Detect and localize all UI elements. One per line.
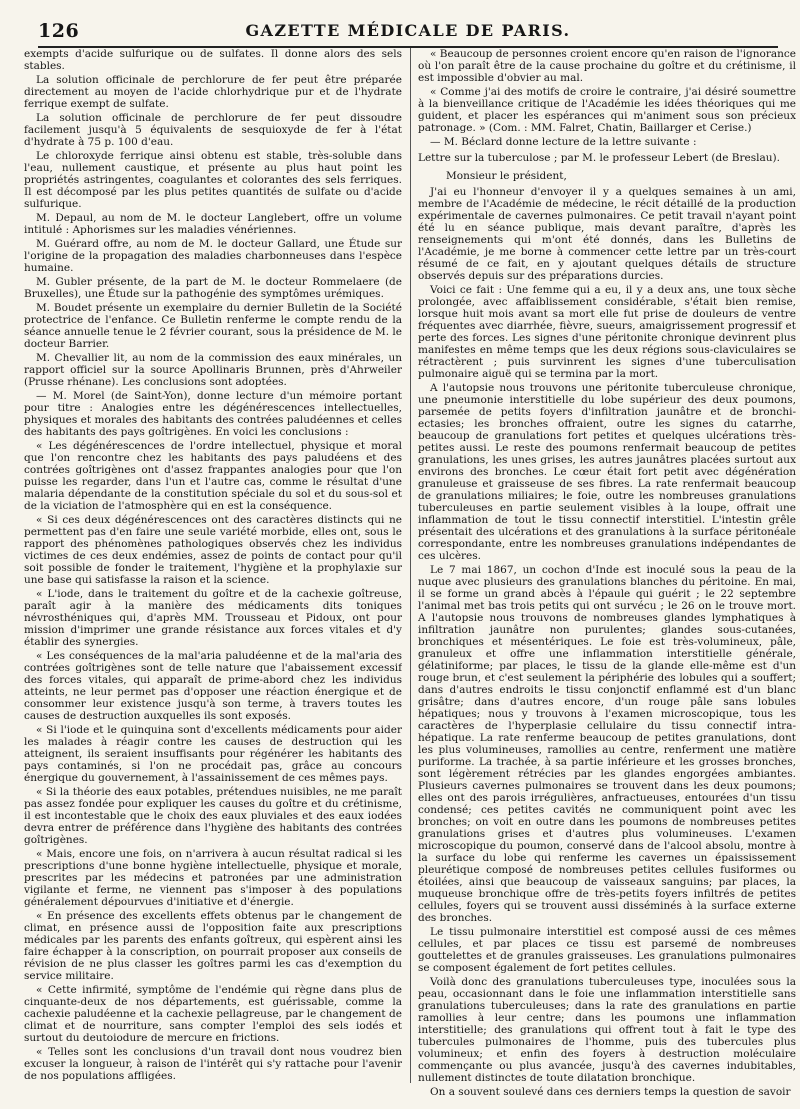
paragraph: « Comme j'ai des motifs de croire le contraire, j'ai désiré soumettre à la bienveillance critique de l'Académie les idées théoriques qui me guident, et placer les espérances qui m'animent sous son précieux patronage. » (Com. : MM. Falret, Chatin, Baillarger et Cerise.) <box>418 86 796 134</box>
paragraph: Voilà donc des granulations tuberculeuses type, inoculées sous la peau, occasionnant dans le foie une inflammation interstitielle sans granulations tuberculeuses; dans la rate des granulations en partie ramollies à leur centre; dans les poumons une inflammation interstitielle; des granulations qui offrent tout à fait le type des tubercules pulmonaires de l'homme, puis des tubercules plus volumineux; et enfin des foyers à destruction moléculaire commençante ou plus avancée, jusqu'à des cavernes indubitables, nullement distinctes de toute dilatation bronchique. <box>418 976 796 1084</box>
paragraph: Voici ce fait : Une femme qui a eu, il y a deux ans, une toux sèche prolongée, avec affaiblissement considérable, s'était bien remise, lorsque huit mois avant sa mort elle fut prise de douleurs de ventre fréquentes avec diarrhée, fièvre, sueurs, amaigrissement progressif et perte des forces. Les signes d'une péritonite chronique devinrent plus manifestes en même temps que les deux régions sous-claviculaires se rétractèrent ; puis survinrent les signes d'une tuberculisation pulmonaire aiguë qui se termina par la mort. <box>418 284 796 380</box>
paragraph: La solution officinale de perchlorure de fer peut être préparée directement au moyen de l'acide chlorhydrique pur et de l'hydrate ferrique exempt de sulfate. <box>24 74 402 110</box>
paragraph: Le 7 mai 1867, un cochon d'Inde est inoculé sous la peau de la nuque avec plusieurs des granulations blanches du péritoine. En mai, il se forme un grand abcès à l'épaule qui guérit ; le 22 septembre l'animal met bas trois petits qui ont survécu ; le 26 on le trouve mort. A l'autopsie nous trouvons de nombreuses glandes lymphatiques à infiltration jaunâtre non purulentes; glandes sous-cutanées, bronchiques et mésentériques. Le foie est très-volumineux, pâle, granuleux et offre une inflammation interstitielle générale, gélatiniforme; par places, le tissu de la glande elle-même est d'un rouge brun, et c'est seulement la périphérie des lobules qui a souffert; dans d'autres endroits le tissu conjonctif enflammé est d'un blanc grisâtre; dans d'autres encore, d'un rouge pâle sans lobules hépatiques; nous y trouvons à l'examen microscopique, tous les caractères de l'hyperplasie cellulaire du tissu connectif intra-hépatique. La rate renferme beaucoup de petites granulations, dont les plus volumineuses, ramollies au centre, renferment une matière puriforme. La trachée, à sa partie inférieure et les grosses bronches, sont légèrement rétrécies par les glandes engorgées ambiantes. Plusieurs cavernes pulmonaires se trouvent dans les deux poumons; elles ont des parois irrégulières, anfractueuses, entourées d'un tissu condensé; ces petites cavités ne communiquent point avec les bronches; on voit en outre dans les poumons de nombreuses petites granulations grises et d'autres plus volumineuses. L'examen microscopique du poumon, conservé dans de l'alcool absolu, montre à la surface du lobe qui renferme les cavernes un épaississement pleurétique composé de nombreuses petites cellules fusiformes ou étoilées, ainsi que beaucoup de vaisseaux sanguins; par places, la muqueuse bronchique offre de très-petits foyers infiltrés de petites cellules, foyers qui se trouvent aussi disséminés à la surface externe des bronches. <box>418 564 796 924</box>
column-divider <box>410 48 411 1083</box>
paragraph: « Si la théorie des eaux potables, prétendues nuisibles, ne me paraît pas assez fondée pour expliquer les causes du goître et du crétinisme, il est incontestable que le choix des eaux pluviales et des eaux iodées devra entrer de préférence dans l'hygiène des habitants des contrées goîtrigènes. <box>24 786 402 846</box>
paragraph: J'ai eu l'honneur d'envoyer il y a quelques semaines à un ami, membre de l'Académie de médecine, le récit détaillé de la production expérimentale de cavernes pulmonaires. Ce petit travail n'ayant point été lu en séance publique, mais devant paraître, d'après les renseignements qui m'ont été donnés, dans les Bulletins de l'Académie, je me borne à commencer cette lettre par un très-court résumé de ce fait, en y ajoutant quelques détails de structure observés depuis sur des préparations durcies. <box>418 186 796 282</box>
right-column <box>418 48 796 1098</box>
paragraph: — M. Morel (de Saint-Yon), donne lecture d'un mémoire portant pour titre : Analogies entre les dégénérescences intellectuelles, physiques et morales des habitants des contrées paludéennes et celles des habitants des pays goîtrigènes. En voici les conclusions : <box>24 390 402 438</box>
paragraph: « Telles sont les conclusions d'un travail dont nous voudrez bien excuser la longueur, à raison de l'intérêt qui s'y rattache pour l'avenir de nos populations affligées. <box>24 1046 402 1082</box>
paragraph: « Beaucoup de personnes croient encore qu'en raison de l'ignorance où l'on paraît être de la cause prochaine du goître et du crétinisme, il est impossible d'obvier au mal. <box>418 48 796 84</box>
paragraph: exempts d'acide sulfurique ou de sulfates. Il donne alors des sels stables. <box>24 48 402 72</box>
paragraph: M. Chevallier lit, au nom de la commission des eaux minérales, un rapport officiel sur la source Apollinaris Brunnen, près d'Ahrweiler (Prusse rhénane). Les conclusions sont adoptées. <box>24 352 402 388</box>
paragraph: « L'iode, dans le traitement du goître et de la cachexie goîtreuse, paraît agir à la manière des médicaments dits toniques névrosthéniques qui, d'après MM. Trousseau et Pidoux, ont pour mission d'imprimer une grande résistance aux forces vitales et d'y établir des synergies. <box>24 588 402 648</box>
paragraph: « Les dégénérescences de l'ordre intellectuel, physique et moral que l'on rencontre chez les habitants des pays paludéens et des contrées goîtrigènes ont d'assez frappantes analogies pour que l'on puisse les regarder, dans l'un et l'autre cas, comme le résultat d'une malaria dépendante de la constitution spéciale du sol et du sous-sol et de la viciation de l'atmosphère qui en est la conséquence. <box>24 440 402 512</box>
letter-salutation: Monsieur le président, <box>446 170 567 182</box>
page-number: 126 <box>38 20 80 42</box>
journal-title: GAZETTE MÉDICALE DE PARIS. <box>245 21 571 40</box>
paragraph: M. Guérard offre, au nom de M. le docteur Gallard, une Étude sur l'origine de la propagation des maladies charbonneuses dans l'espèce humaine. <box>24 238 402 274</box>
paragraph: « Si l'iode et le quinquina sont d'excellents médicaments pour aider les malades à réagir contre les causes de destruction qui les atteignent, ils seraient insuffisants pour régénérer les habitants des pays contaminés, si l'on ne procédait pas, grâce au concours énergique du gouvernement, à l'assainissement de ces mêmes pays. <box>24 724 402 784</box>
paragraph: — M. Béclard donne lecture de la lettre suivante : <box>430 136 697 148</box>
paragraph: M. Gubler présente, de la part de M. le docteur Rommelaere (de Bruxelles), une Étude sur la pathogénie des symptômes urémiques. <box>24 276 402 300</box>
paragraph: « Si ces deux dégénérescences ont des caractères distincts qui ne permettent pas d'en faire une seule variété morbide, elles ont, sous le rapport des phénomènes pathologiques observés chez les individus victimes de ces deux endémies, assez de points de contact pour qu'il soit possible de fonder le traitement, l'hygiène et la prophylaxie sur une base qui satisfasse la raison et la science. <box>24 514 402 586</box>
paragraph: « Mais, encore une fois, on n'arrivera à aucun résultat radical si les prescriptions d'une bonne hygiène intellectuelle, physique et morale, prescrites par les médecins et patronées par une administration vigilante et ferme, ne viennent pas s'imposer à des populations généralement dépourvues d'initiative et d'énergie. <box>24 848 402 908</box>
paragraph: « Les conséquences de la mal'aria paludéenne et de la mal'aria des contrées goîtrigènes sont de telle nature que l'abaissement excessif des forces vitales, qui apparaît de prime-abord chez les individus atteints, ne leur permet pas d'opposer une réaction énergique et de consommer leur existence jusqu'à son terme, à travers toutes les causes de destruction auxquelles ils sont exposés. <box>24 650 402 722</box>
paragraph: « Cette infirmité, symptôme de l'endémie qui règne dans plus de cinquante-deux de nos départements, est guérissable, comme la cachexie paludéenne et la cachexie pellagreuse, par le changement de climat et de nourriture, sans compter l'emploi des sels iodés et surtout du deutoiodure de mercure en frictions. <box>24 984 402 1044</box>
paragraph: « En présence des excellents effets obtenus par le changement de climat, en présence aussi de l'opposition faite aux prescriptions médicales par les parents des enfants goîtreux, qui espèrent ainsi les faire échapper à la conscription, on pourrait proposer aux conseils de révision de ne plus classer les goîtres parmi les cas d'exemption du service militaire. <box>24 910 402 982</box>
paragraph: Le tissu pulmonaire interstitiel est composé aussi de ces mêmes cellules, et par places ce tissu est parsemé de nombreuses gouttelettes et de granules graisseuses. Les granulations pulmonaires se composent également de fort petites cellules. <box>418 926 796 974</box>
paragraph: Le chloroxyde ferrique ainsi obtenu est stable, très-soluble dans l'eau, nullement caustique, et présente au plus haut point les propriétés astringentes, coagulantes et colorantes des sels ferriques. Il est décomposé par les plus petites quantités de sulfate ou d'acide sulfurique. <box>24 150 402 210</box>
left-column <box>24 48 402 1098</box>
paragraph: On a souvent soulevé dans ces derniers temps la question de savoir <box>430 1086 791 1098</box>
page-header <box>38 18 778 48</box>
letter-heading: Lettre sur la tuberculose ; par M. le professeur Lebert (de Breslau). <box>418 152 780 164</box>
paragraph: La solution officinale de perchlorure de fer peut dissoudre facilement jusqu'à 5 équivalents de sesquioxyde de fer à l'état d'hydrate à 75 p. 100 d'eau. <box>24 112 402 148</box>
paragraph: M. Boudet présente un exemplaire du dernier Bulletin de la Société protectrice de l'enfance. Ce Bulletin renferme le compte rendu de la séance annuelle tenue le 2 février courant, sous la présidence de M. le docteur Barrier. <box>24 302 402 350</box>
paragraph: M. Depaul, au nom de M. le docteur Langlebert, offre un volume intitulé : Aphorismes sur les maladies vénériennes. <box>24 212 402 236</box>
paragraph: A l'autopsie nous trouvons une péritonite tuberculeuse chronique, une pneumonie interstitielle du lobe supérieur des deux poumons, parsemée de petits foyers d'infiltration jaunâtre et de bronchi-ectasies; les bronches offraient, outre les signes du catarrhe, beaucoup de granulations fort petites et quelques ulcérations très-petites aussi. Le reste des poumons renfermait beaucoup de petites granulations, les unes grises, les autres jaunâtres placées surtout aux environs des bronches. Le cœur était fort petit avec dégénération granuleuse et graisseuse de ses fibres. La rate renfermait beaucoup de granulations miliaires; le foie, outre les nombreuses granulations tuberculeuses en partie seulement visibles à la loupe, offrait une inflammation de tout le tissu connectif interstitiel. L'intestin grêle présentait des ulcérations et des granulations à la surface péritonéale correspondante, entre les nombreuses granulations indépendantes de ces ulcères. <box>418 382 796 562</box>
